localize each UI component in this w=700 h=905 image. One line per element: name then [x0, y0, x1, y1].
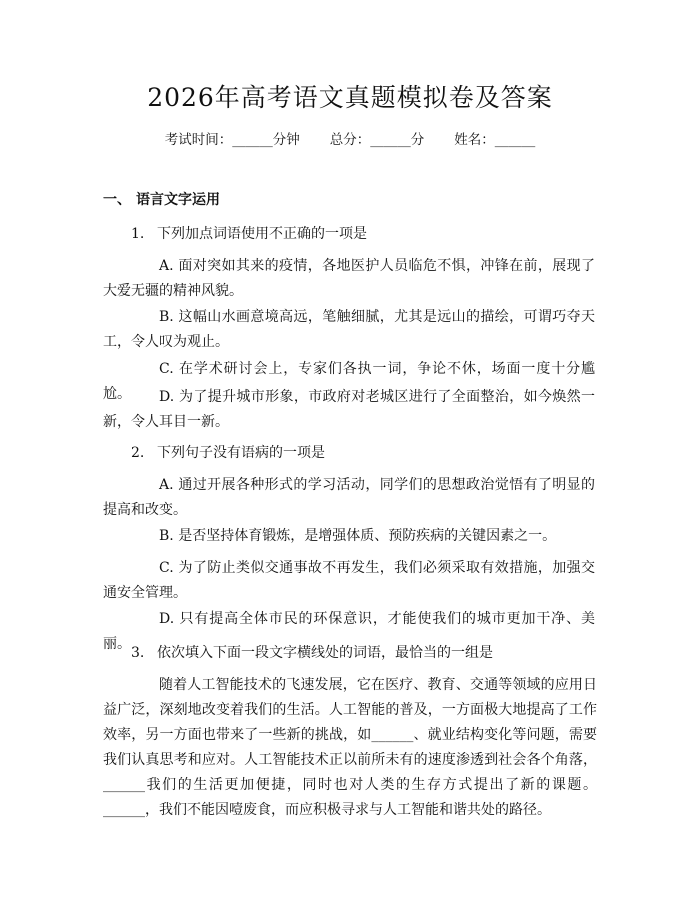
exam-meta-line	[0, 130, 700, 150]
document-title: 2026年高考语文真题模拟卷及答案	[147, 83, 553, 112]
question-text: 下列句子没有语病的一项是	[157, 445, 325, 461]
question-text: 下列加点词语使用不正确的一项是	[157, 226, 367, 242]
question-number: 3.	[131, 645, 145, 661]
total-score-field: 总分：______分	[329, 132, 425, 148]
exam-time-field: 考试时间：______分钟	[164, 132, 300, 148]
question-1-option-a: A. 面对突如其来的疫情，各地医护人员临危不惧，冲锋在前，展现了大爱无疆的精神风貌。	[103, 258, 595, 299]
question-1-option-c: C. 在学术研讨会上，专家们各执一词，争论不休，场面一度十分尴尬。	[103, 361, 595, 402]
question-2-option-c: C. 为了防止类似交通事故不再发生，我们必须采取有效措施，加强交通安全管理。	[103, 560, 595, 601]
question-2-option-b: B. 是否坚持体育锻炼，是增强体质、预防疾病的关键因素之一。	[159, 528, 557, 544]
section-title: 语言文字运用	[136, 192, 220, 208]
question-2-option-d: D. 只有提高全体市民的环保意识，才能使我们的城市更加干净、美丽。	[103, 611, 595, 652]
question-1-option-d: D. 为了提升城市形象，市政府对老城区进行了全面整治，如今焕然一新，令人耳目一新。	[103, 389, 595, 430]
question-2-stem	[131, 443, 325, 463]
question-text: 依次填入下面一段文字横线处的词语，最恰当的一组是	[157, 645, 493, 661]
section-heading	[103, 190, 220, 210]
question-number: 1.	[131, 226, 145, 242]
question-3-stem	[131, 643, 493, 663]
question-3-passage: 随着人工智能技术的飞速发展，它在医疗、教育、交通等领域的应用日益广泛，深刻地改变着我们的生活。人工智能的普及，一方面极大地提高了工作效率，另一方面也带来了一些新的挑战，如______、就业结构变化等问题，需要我们认真思考和应对。人工智能技术正以前所未有的速度渗透到社会各个角落，______我们的生活更加便捷，同时也对人类的生存方式提出了新的课题。______，我们不能因噎废食，而应积极寻求与人工智能和谐共处的路径。	[103, 677, 597, 818]
question-2-option-a: A. 通过开展各种形式的学习活动，同学们的思想政治觉悟有了明显的提高和改变。	[103, 477, 595, 518]
question-1-stem	[131, 224, 367, 244]
section-number: 一、	[103, 192, 131, 208]
question-number: 2.	[131, 445, 145, 461]
student-name-field: 姓名：______	[454, 132, 536, 148]
question-1-option-b: B. 这幅山水画意境高远，笔触细腻，尤其是远山的描绘，可谓巧夺天工，令人叹为观止。	[103, 309, 595, 350]
